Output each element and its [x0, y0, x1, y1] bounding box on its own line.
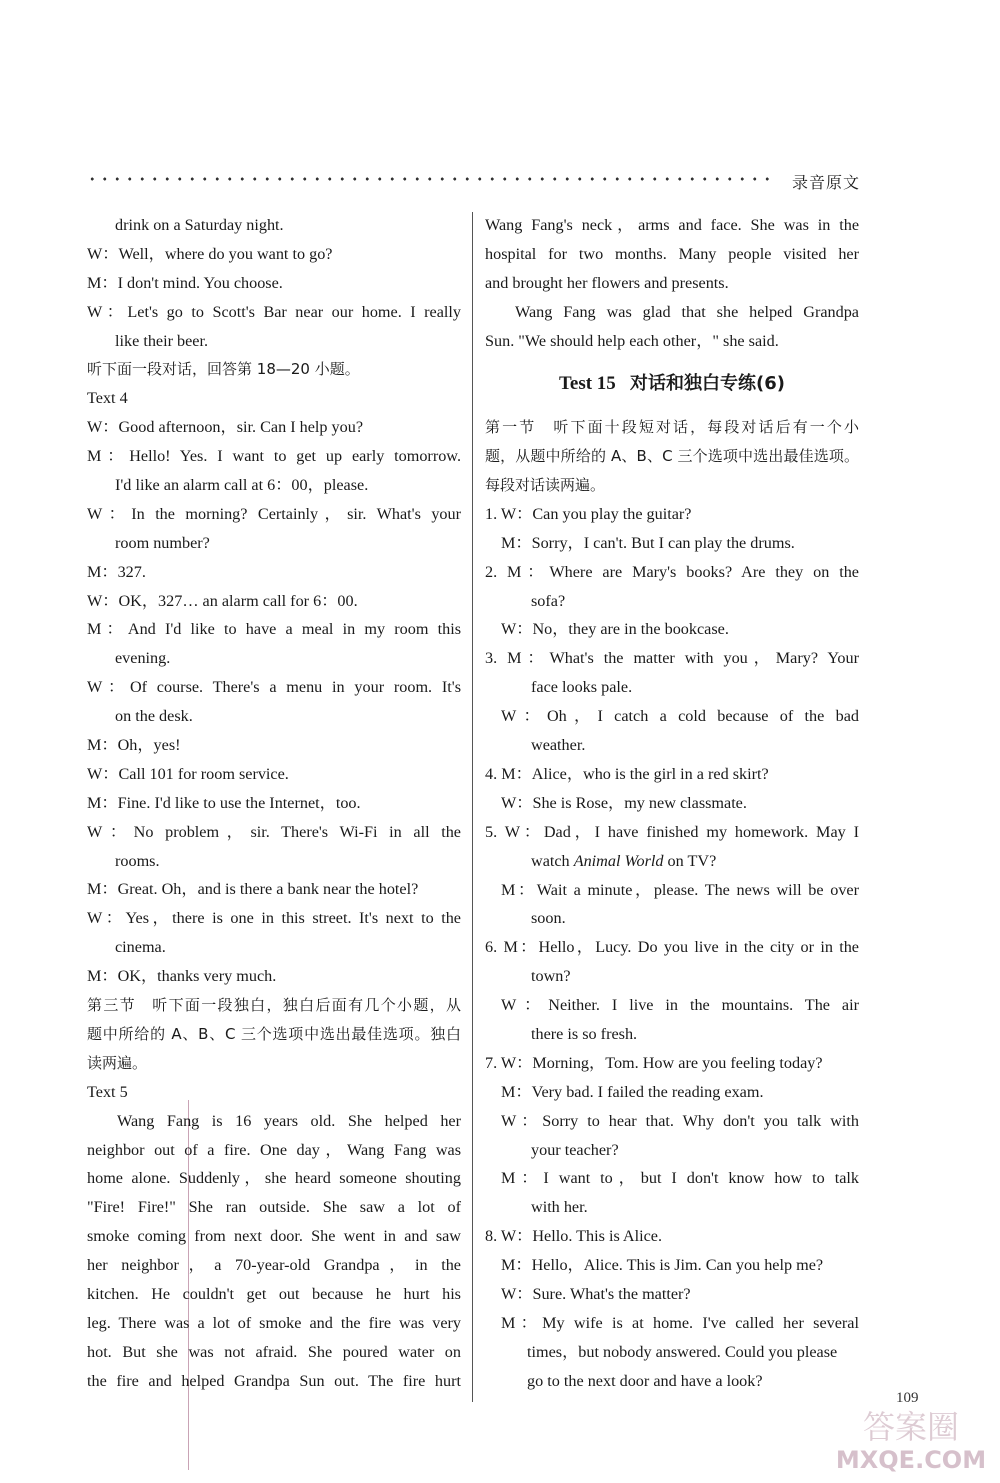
text-line: Sun. "We should help each other，" she said. — [485, 331, 779, 350]
text-line: like their beer. — [115, 331, 209, 350]
text-line: M：And I'd like to have a meal in my room this — [87, 620, 461, 639]
watermark-text-top: 答案圈 — [862, 1408, 960, 1446]
text-line: M：Hello! Yes. I want to get up early tomorrow. — [87, 447, 461, 466]
text-line: 8. W：Hello. This is Alice. — [485, 1227, 663, 1246]
right-column — [485, 211, 859, 1396]
text-line: M：Hello，Alice. This is Jim. Can you help me? — [501, 1256, 824, 1275]
text-line: kitchen. He couldn't get out because he hurt his — [87, 1284, 461, 1303]
text-line: Wang Fang was glad that she helped Grandpa — [515, 302, 859, 321]
text-line: M：I don't mind. You choose. — [87, 273, 283, 292]
text-line: I'd like an alarm call at 6：00，please. — [115, 476, 369, 495]
test-title — [485, 355, 859, 413]
left-column — [87, 211, 461, 1396]
text-line: smoke coming from next door. She went in and saw — [87, 1227, 461, 1246]
text-line: watch Animal World on TV? — [531, 851, 717, 870]
text-line: W：Sure. What's the matter? — [501, 1284, 691, 1303]
text-line: 第一节 听下面十段短对话，每段对话后有一个小 — [485, 418, 859, 437]
text-line: room number? — [115, 533, 210, 552]
text-line: 每段对话读两遍。 — [485, 476, 606, 495]
text-line: rooms. — [115, 851, 160, 870]
text-line: W：Let's go to Scott's Bar near our home. I really — [87, 302, 461, 321]
text-line: weather. — [531, 736, 586, 755]
text-line: W：Oh，I catch a cold because of the bad — [501, 707, 859, 726]
test-number: Test 15 — [558, 373, 616, 395]
text-line: 3. M：What's the matter with you，Mary? Your — [485, 649, 859, 668]
watermark-text-bottom: MXQE.COM — [835, 1446, 987, 1474]
test-name: 对话和独白专练(6) — [630, 373, 786, 395]
text-line: W：In the morning? Certainly，sir. What's your — [87, 504, 461, 523]
text-line: hospital for two months. Many people visited her — [485, 244, 859, 263]
text-line: with her. — [531, 1198, 588, 1217]
page-number: 109 — [896, 1390, 919, 1406]
text-line: M：My wife is at home. I've called her several — [501, 1313, 859, 1332]
text-line: 5. W：Dad，I have finished my homework. May I — [485, 822, 859, 841]
text-line: and brought her flowers and presents. — [485, 273, 729, 292]
italic-title: Animal World — [573, 851, 664, 870]
text-line: W：OK，327… an alarm call for 6：00. — [87, 591, 358, 610]
text-line: W：Neither. I live in the mountains. The air — [501, 996, 859, 1015]
text-line: M：Wait a minute，please. The news will be over — [501, 880, 859, 899]
text-line: 2. M：Where are Mary's books? Are they on the — [485, 562, 859, 581]
text-line: W：No problem，sir. There's Wi-Fi in all the — [87, 822, 461, 841]
text-line: 4. M：Alice，who is the girl in a red skirt? — [485, 764, 769, 783]
text-line: Wang Fang's neck，arms and face. She was in the — [485, 216, 859, 234]
text-line: M：I want to，but I don't know how to talk — [501, 1169, 859, 1188]
text-line: go to the next door and have a look? — [527, 1371, 763, 1390]
text-line: M：327. — [87, 562, 146, 581]
text-line: M：OK，thanks very much. — [87, 967, 277, 986]
text-line: 1. W：Can you play the guitar? — [485, 504, 692, 523]
text-line: W：She is Rose，my new classmate. — [501, 793, 747, 812]
text-line: W：Yes，there is one in this street. It's next to the — [87, 909, 461, 928]
text-line: drink on a Saturday night. — [115, 216, 284, 234]
text-line: W：Good afternoon，sir. Can I help you? — [87, 418, 364, 437]
text-line: on the desk. — [115, 707, 193, 726]
text-line: there is so fresh. — [531, 1024, 638, 1043]
text-line: M：Great. Oh，and is there a bank near the hotel? — [87, 880, 419, 899]
text-line: M：Fine. I'd like to use the Internet，too. — [87, 793, 361, 812]
text-line: 题中所给的 A、B、C 三个选项中选出最佳选项。独白 — [87, 1024, 461, 1043]
text-line: 第三节 听下面一段独白，独白后面有几个小题，从 — [87, 996, 461, 1015]
text-line: the fire and helped Grandpa Sun out. The fire hurt — [87, 1371, 461, 1390]
text-line: M：Sorry，I can't. But I can play the drums. — [501, 533, 795, 552]
text-line: home alone. Suddenly，she heard someone shouting — [87, 1169, 461, 1188]
text-line: times，but nobody answered. Could you please — [527, 1342, 838, 1361]
text-line: leg. There was a lot of smoke and the fire was very — [87, 1313, 461, 1332]
watermark-logo — [826, 1404, 996, 1474]
text-line: soon. — [531, 909, 566, 928]
text-line: W：Well，where do you want to go? — [87, 244, 333, 263]
text-line: Text 5 — [87, 1082, 128, 1101]
text-line: her neighbor，a 70-year-old Grandpa，in the — [87, 1256, 461, 1275]
text-line: 7. W：Morning，Tom. How are you feeling today? — [485, 1053, 823, 1072]
running-header: 录音原文 — [792, 173, 861, 192]
text-line: town? — [531, 967, 571, 986]
header-dot-rule — [86, 176, 771, 182]
text-line: W：Of course. There's a menu in your room. It's — [87, 678, 461, 697]
text-line: face looks pale. — [531, 678, 633, 697]
text-line: neighbor out of a fire. One day，Wang Fang was — [87, 1140, 461, 1159]
text-line: your teacher? — [531, 1140, 619, 1159]
text-line: W：Sorry to hear that. Why don't you talk with — [501, 1111, 859, 1130]
text-line: evening. — [115, 649, 171, 668]
text-line: Text 4 — [87, 389, 128, 408]
text-line: Wang Fang is 16 years old. She helped her — [117, 1111, 461, 1130]
text-line: "Fire! Fire!" She ran outside. She saw a lot of — [87, 1198, 461, 1217]
text-line: M：Very bad. I failed the reading exam. — [501, 1082, 764, 1101]
text-line: 题，从题中所给的 A、B、C 三个选项中选出最佳选项。 — [485, 447, 859, 466]
text-line: sofa? — [531, 591, 566, 610]
text-line: 听下面一段对话，回答第 18—20 小题。 — [87, 360, 360, 379]
text-line: W：No，they are in the bookcase. — [501, 620, 729, 639]
text-line: cinema. — [115, 938, 166, 957]
text-line: W：Call 101 for room service. — [87, 764, 289, 783]
text-line: 6. M：Hello，Lucy. Do you live in the city or in the — [485, 938, 859, 957]
text-line: hot. But she was not afraid. She poured water on — [87, 1342, 461, 1361]
text-line: M：Oh，yes! — [87, 736, 181, 755]
column-divider — [472, 212, 473, 1402]
text-line: 读两遍。 — [87, 1053, 148, 1072]
